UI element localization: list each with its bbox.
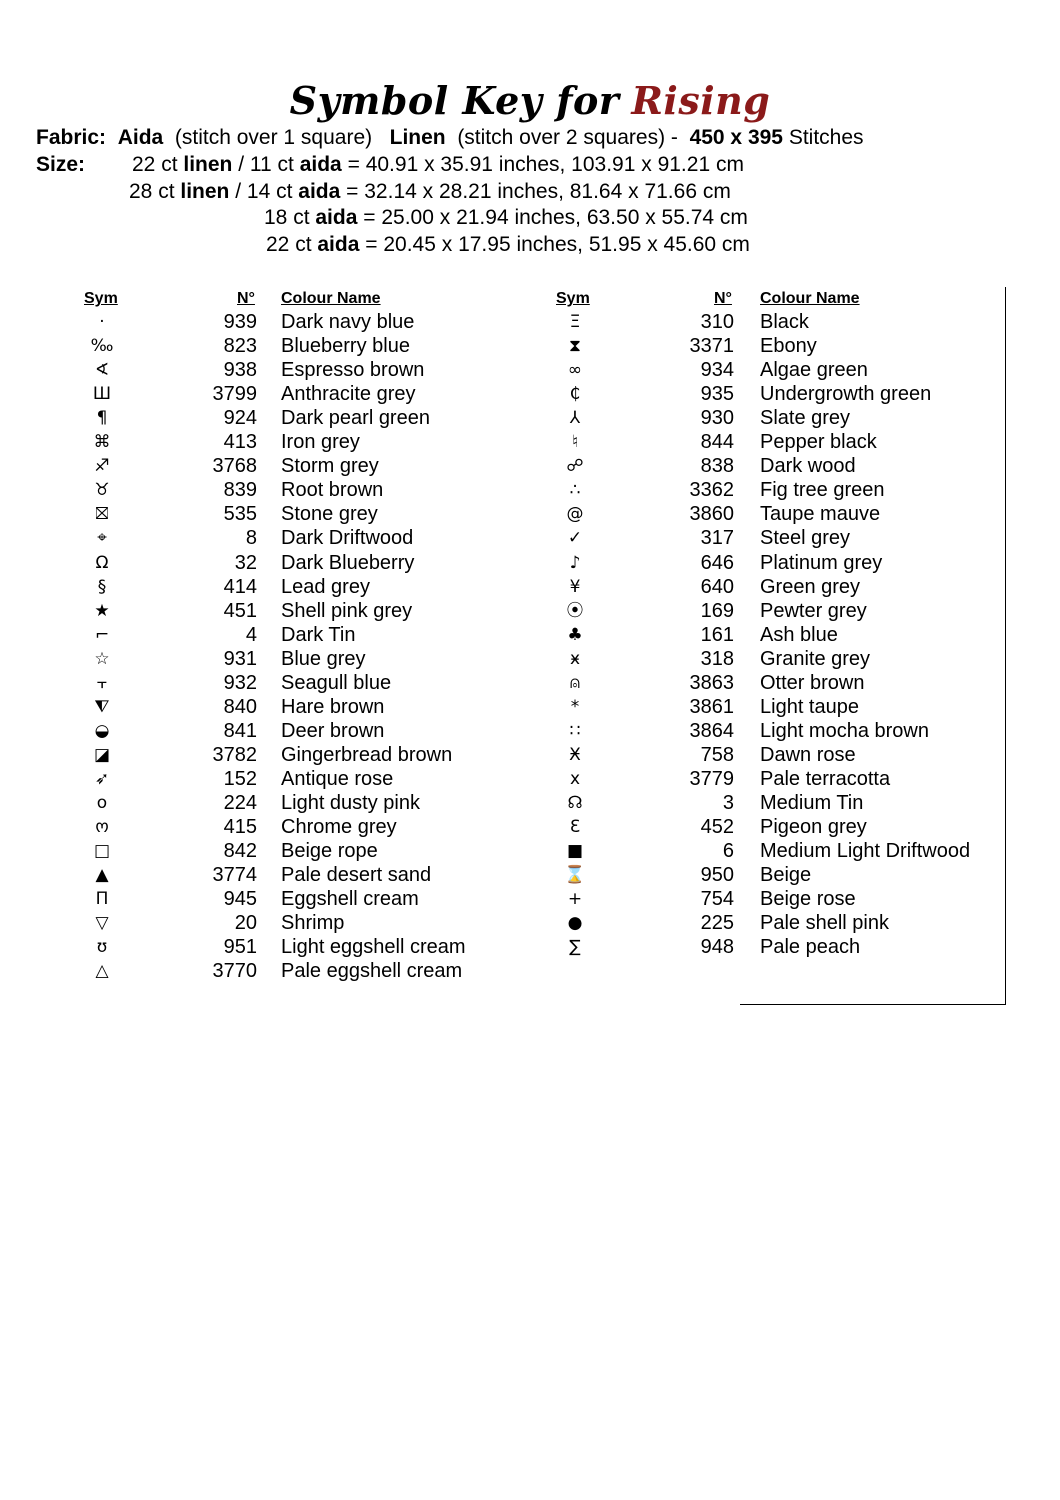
colour-name: Anthracite grey [281, 383, 416, 406]
size-fabric: linen [183, 153, 233, 176]
thread-number: 3371 [689, 335, 734, 358]
symbol-glyph: ⧨ [94, 696, 110, 717]
size-sep: / 14 ct [235, 180, 293, 203]
symbol-glyph: ⌛ [564, 865, 586, 886]
colour-name: Light taupe [760, 695, 859, 718]
symbol-glyph: ♐ [94, 456, 110, 477]
colour-name: Dark navy blue [281, 311, 415, 333]
thread-number: 8 [245, 527, 257, 550]
symbol-glyph: Ω [95, 552, 109, 573]
thread-number: 844 [700, 431, 734, 454]
thread-number: 161 [700, 623, 734, 646]
colour-name: Dark pearl green [281, 407, 430, 430]
size-ct: 18 ct [264, 206, 310, 229]
symbol-glyph: ♣ [567, 624, 583, 645]
thread-number: 3362 [689, 479, 734, 502]
colour-name: Ebony [760, 335, 817, 358]
thread-number: 224 [223, 792, 257, 814]
size-sep: / 11 ct [238, 153, 294, 176]
symbol-glyph: · [99, 312, 105, 332]
symbol-glyph: ⦿ [566, 600, 584, 621]
symbol-glyph: ⌘ [93, 432, 111, 453]
symbol-glyph: ♮ [571, 432, 579, 453]
colour-name: Pale terracotta [760, 767, 891, 790]
thread-number: 3861 [689, 695, 734, 718]
colour-name: Shrimp [281, 912, 345, 935]
colour-name: Slate grey [760, 407, 851, 430]
colour-name: Shell pink grey [281, 599, 413, 622]
header-sym-left: Sym [84, 290, 118, 307]
symbol-glyph: ⌖ [97, 528, 107, 549]
thread-number: 3860 [689, 503, 734, 526]
symbol-glyph: ✓ [567, 528, 583, 549]
symbol-glyph: ◪ [93, 744, 111, 765]
symbol-glyph: ӿ [569, 648, 581, 669]
thread-number: 841 [223, 719, 257, 742]
symbol-glyph: ⫟ [96, 672, 108, 693]
size-label: Size: [36, 153, 86, 176]
thread-number: 3774 [212, 864, 257, 887]
colour-name: Pale shell pink [760, 912, 889, 935]
colour-name: Iron grey [281, 431, 360, 454]
stitch-unit: Stitches [788, 126, 864, 149]
size-dims: = 32.14 x 28.21 inches, 81.64 x 71.66 cm [346, 180, 731, 203]
symbol-glyph: ⛝ [95, 504, 109, 525]
header-name-left: Colour Name [281, 290, 381, 307]
symbol-glyph: ☍ [566, 456, 584, 477]
symbol-glyph: Ш [92, 384, 112, 405]
symbol-glyph: ⌐ [94, 624, 110, 645]
thread-number: 310 [700, 311, 734, 333]
colour-name: Pewter grey [760, 599, 867, 622]
thread-number: 945 [223, 888, 257, 911]
size-ct: 28 ct [129, 180, 175, 203]
symbol-glyph: ∑ [569, 937, 581, 958]
colour-name: Medium Tin [760, 792, 864, 814]
size-fabric: aida [315, 206, 358, 229]
symbol-glyph: □ [93, 841, 111, 862]
colour-name: Blueberry blue [281, 335, 410, 358]
colour-name: Root brown [281, 479, 384, 502]
symbol-glyph: * [570, 696, 580, 717]
colour-name: Seagull blue [281, 671, 392, 694]
symbol-glyph: ♉ [94, 480, 110, 501]
thread-number: 451 [223, 599, 257, 622]
thread-number: 3782 [212, 743, 257, 766]
fabric-linen-note: (stitch over 2 squares) - [457, 126, 678, 149]
thread-number: 935 [700, 383, 734, 406]
colour-name: Pale eggshell cream [281, 960, 463, 983]
symbol-glyph: @ [566, 504, 584, 525]
symbol-glyph: △ [95, 961, 109, 982]
symbol-glyph: ☆ [94, 648, 110, 669]
thread-number: 924 [223, 407, 257, 430]
thread-number: 930 [700, 407, 734, 430]
colour-name: Algae green [760, 359, 868, 382]
symbol-glyph: ∷ [569, 720, 581, 741]
size-label-line [36, 153, 85, 177]
symbol-glyph: ♪ [569, 552, 581, 573]
thread-number: 318 [700, 647, 734, 670]
thread-number: 931 [223, 647, 257, 670]
symbol-glyph: ⅄ [569, 408, 581, 429]
symbol-glyph: ‰ [90, 336, 114, 357]
symbol-glyph: ★ [94, 600, 110, 621]
thread-number: 3779 [689, 767, 734, 790]
colour-name: Otter brown [760, 671, 865, 694]
colour-name: Beige [760, 864, 812, 887]
thread-number: 932 [223, 671, 257, 694]
size-fabric-2: aida [299, 153, 342, 176]
colour-name: Dark Blueberry [281, 551, 415, 574]
colour-name: Gingerbread brown [281, 743, 453, 766]
colour-name: Eggshell cream [281, 888, 419, 911]
thread-number: 938 [223, 359, 257, 382]
thread-number: 948 [700, 936, 734, 959]
size-line-3 [264, 206, 748, 230]
symbol-glyph: ☊ [567, 793, 583, 813]
colour-name: Green grey [760, 575, 861, 598]
symbol-glyph: Π [95, 889, 109, 910]
symbol-glyph: Ξ [569, 312, 581, 332]
thread-number: 413 [223, 431, 257, 454]
colour-name: Medium Light Driftwood [760, 840, 971, 863]
colour-name: Taupe mauve [760, 503, 881, 526]
thread-number: 414 [223, 575, 257, 598]
colour-name: Light eggshell cream [281, 936, 466, 959]
size-dims: = 40.91 x 35.91 inches, 103.91 x 91.21 cm [347, 153, 744, 176]
header-name-right: Colour Name [760, 290, 860, 307]
thread-number: 3799 [212, 383, 257, 406]
thread-number: 3863 [689, 671, 734, 694]
colour-name: Light mocha brown [760, 719, 929, 742]
thread-number: 939 [223, 311, 257, 333]
symbol-glyph: o [96, 793, 108, 813]
colour-name: Undergrowth green [760, 383, 932, 406]
size-ct: 22 ct [266, 233, 312, 256]
size-fabric: linen [180, 180, 230, 203]
thread-number: 3770 [212, 960, 257, 983]
symbol-glyph: ➶ [94, 768, 110, 789]
thread-number: 317 [700, 527, 734, 550]
symbol-glyph: Ɛ [569, 817, 581, 838]
colour-name: Blue grey [281, 647, 366, 670]
thread-number: 950 [700, 864, 734, 887]
thread-number: 225 [700, 912, 734, 935]
symbol-glyph: ● [567, 913, 583, 934]
thread-number: 842 [223, 840, 257, 863]
colour-name: Lead grey [281, 575, 370, 598]
colour-name: Dark Driftwood [281, 527, 414, 550]
thread-number: 934 [700, 359, 734, 382]
header-sym-right: Sym [556, 290, 590, 307]
symbol-glyph: ʊ [96, 937, 108, 958]
thread-number: 839 [223, 479, 257, 502]
colour-name: Dark Tin [281, 623, 356, 646]
thread-number: 20 [234, 912, 257, 935]
size-dims: = 25.00 x 21.94 inches, 63.50 x 55.74 cm [363, 206, 748, 229]
thread-number: 758 [700, 743, 734, 766]
stitch-count: 450 x 395 [689, 126, 783, 149]
thread-number: 169 [700, 599, 734, 622]
fabric-label: Fabric: [36, 126, 107, 149]
right-border [1005, 287, 1006, 1004]
thread-number: 838 [700, 455, 734, 478]
colour-name: Pepper black [760, 431, 877, 454]
thread-number: 640 [700, 575, 734, 598]
colour-name: Pale peach [760, 936, 861, 959]
size-fabric: aida [317, 233, 360, 256]
header-num-left: N° [237, 290, 255, 307]
thread-number: 951 [223, 936, 257, 959]
colour-name: Pale desert sand [281, 864, 432, 887]
page-title [0, 78, 1060, 123]
colour-name: Light dusty pink [281, 792, 420, 814]
colour-name: Espresso brown [281, 359, 425, 382]
fabric-aida-note: (stitch over 1 square) [174, 126, 373, 149]
title-main: Symbol Key for [289, 78, 620, 123]
size-line-1 [132, 153, 744, 177]
colour-name: Steel grey [760, 527, 851, 550]
thread-number: 754 [700, 888, 734, 911]
header-num-right: N° [714, 290, 732, 307]
colour-name: Ash blue [760, 623, 838, 646]
colour-name: Beige rope [281, 840, 378, 863]
fabric-linen: Linen [389, 126, 446, 149]
symbol-glyph: + [567, 889, 583, 910]
thread-number: 3864 [689, 719, 734, 742]
colour-name: Fig tree green [760, 479, 885, 502]
thread-number: 646 [700, 551, 734, 574]
fabric-aida: Aida [117, 126, 164, 149]
symbol-glyph: ▲ [95, 865, 109, 886]
symbol-glyph: x [569, 768, 581, 789]
colour-name: Beige rose [760, 888, 856, 911]
thread-number: 4 [245, 623, 257, 646]
thread-number: 535 [223, 503, 257, 526]
symbol-glyph: ■ [566, 841, 584, 862]
symbol-glyph: Ӿ [569, 744, 581, 765]
symbol-glyph: ▽ [95, 913, 109, 934]
thread-number: 452 [700, 816, 734, 839]
thread-number: 3 [722, 792, 734, 814]
size-line-2 [129, 180, 731, 204]
thread-number: 415 [223, 816, 257, 839]
thread-number: 6 [722, 840, 734, 863]
symbol-glyph: ო [95, 817, 109, 838]
thread-number: 32 [234, 551, 257, 574]
size-dims: = 20.45 x 17.95 inches, 51.95 x 45.60 cm [365, 233, 750, 256]
colour-name: Dark wood [760, 455, 856, 478]
size-fabric-2: aida [298, 180, 341, 203]
colour-name: Platinum grey [760, 551, 883, 574]
symbol-glyph: ¥ [569, 576, 581, 597]
symbol-glyph: ⧗ [569, 336, 581, 357]
thread-number: 152 [223, 767, 257, 790]
thread-number: 823 [223, 335, 257, 358]
title-accent: Rising [631, 78, 771, 123]
fabric-line [36, 126, 864, 150]
colour-name: Storm grey [281, 455, 379, 478]
symbol-glyph: ¶ [96, 408, 108, 429]
colour-name: Stone grey [281, 503, 378, 526]
colour-name: Granite grey [760, 647, 871, 670]
colour-name: Chrome grey [281, 816, 397, 839]
colour-name: Dawn rose [760, 743, 856, 766]
size-line-4 [266, 233, 750, 257]
thread-number: 840 [223, 695, 257, 718]
bottom-border [740, 1004, 1006, 1005]
symbol-glyph: ∞ [567, 360, 583, 381]
size-ct: 22 ct [132, 153, 178, 176]
colour-name: Deer brown [281, 719, 385, 742]
symbol-glyph: ∴ [569, 480, 581, 501]
symbol-glyph: ∢ [94, 360, 110, 381]
colour-name: Antique rose [281, 767, 394, 790]
thread-number: 3768 [212, 455, 257, 478]
symbol-glyph: ₵ [569, 384, 581, 405]
colour-name: Black [760, 311, 809, 333]
symbol-glyph: ⍝ [569, 672, 581, 693]
symbol-glyph: § [97, 576, 107, 597]
colour-name: Pigeon grey [760, 816, 867, 839]
colour-name: Hare brown [281, 695, 385, 718]
symbol-glyph: ◒ [94, 720, 110, 741]
